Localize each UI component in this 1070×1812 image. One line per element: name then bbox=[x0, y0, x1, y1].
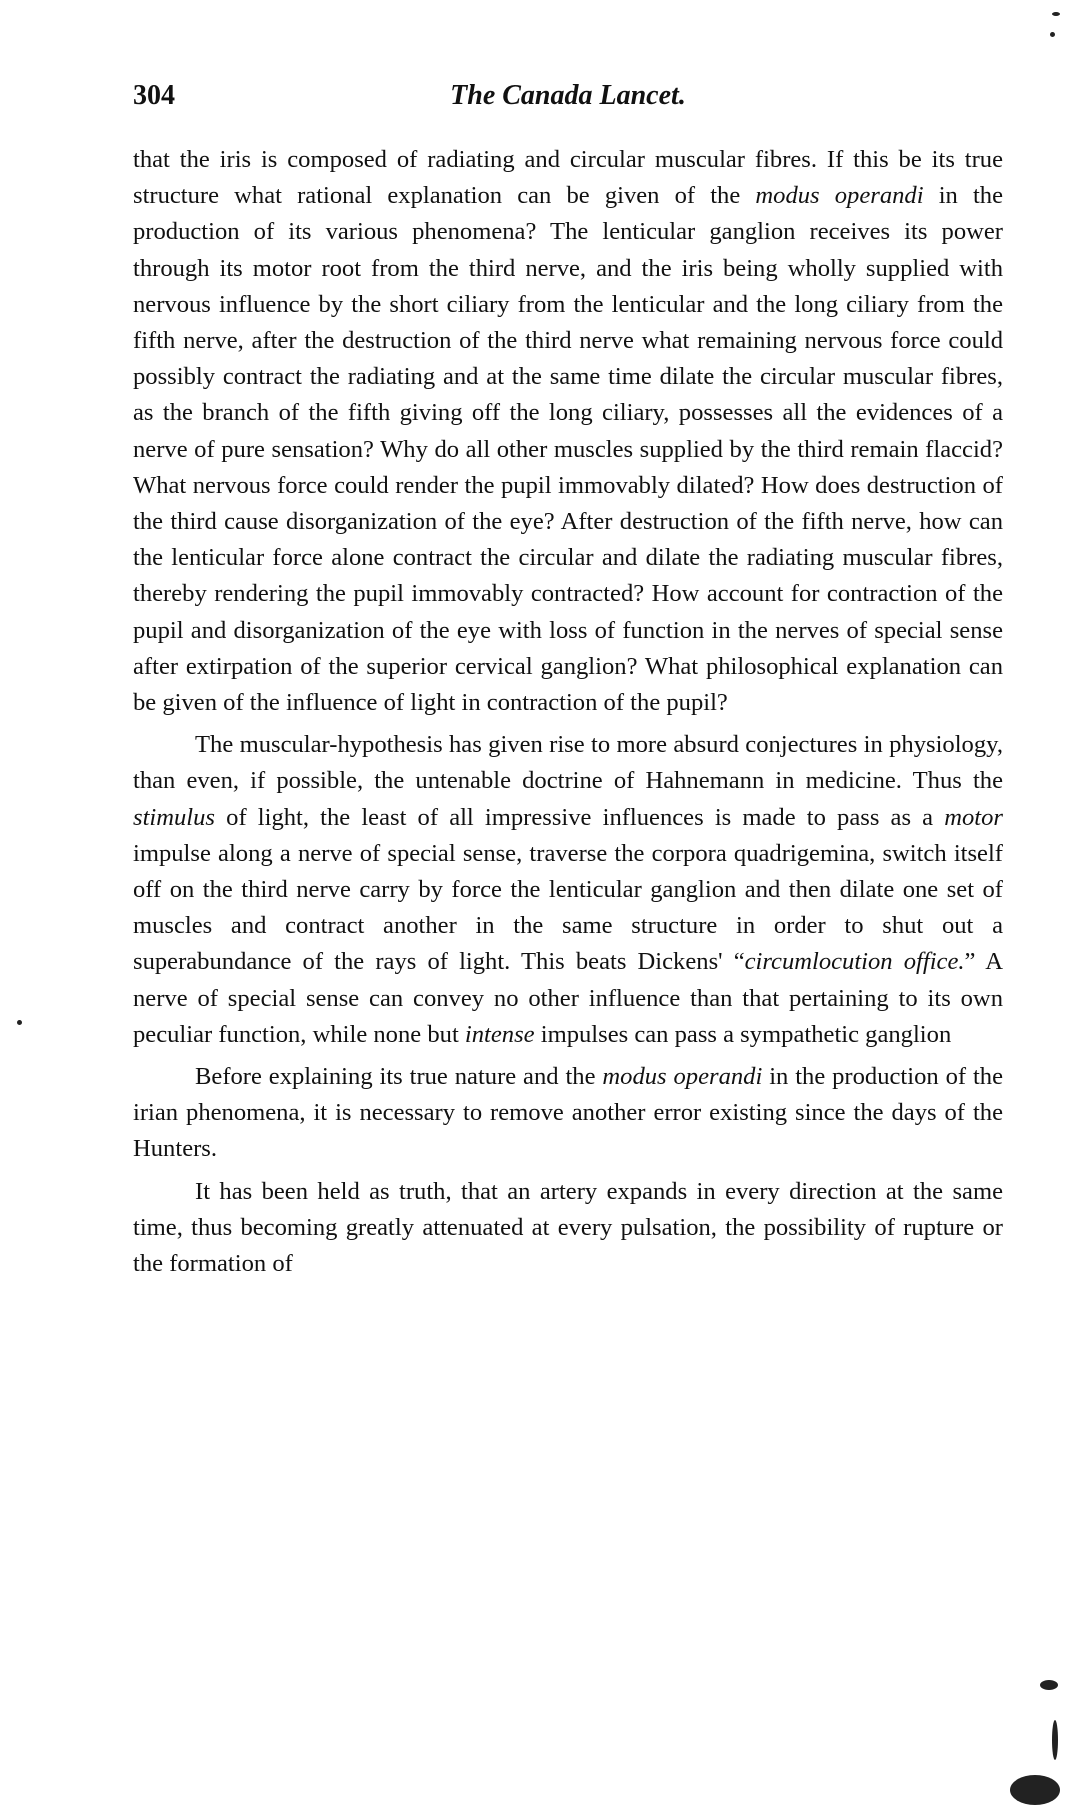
scan-speck bbox=[1040, 1680, 1058, 1690]
document-page bbox=[133, 80, 1003, 1282]
text-run: of light, the least of all impressive influences is made to pass as a bbox=[215, 803, 945, 831]
body-text bbox=[133, 142, 1003, 1282]
italic-text: circumlocution office. bbox=[744, 948, 965, 976]
scan-speck bbox=[1052, 1720, 1058, 1760]
scan-speck bbox=[1052, 12, 1060, 16]
italic-text: intense bbox=[464, 1020, 535, 1048]
text-run: Before explaining its true nature and the bbox=[195, 1063, 603, 1091]
text-run: that the iris is composed of radiating and circular muscular fibres. If this be its true structure what rational explanation can be given of the bbox=[133, 146, 1003, 210]
paragraph bbox=[133, 1059, 1003, 1168]
paragraph bbox=[133, 142, 1003, 721]
page-header bbox=[133, 80, 1003, 124]
scan-speck bbox=[1010, 1775, 1060, 1805]
text-run: It has been held as truth, that an artery expands in every direction at the same time, thus becoming greatly attenuated at every pulsation, the possibility of rupture or the formation of bbox=[133, 1177, 1003, 1278]
text-run: impulses can pass a sympathetic ganglion bbox=[534, 1020, 952, 1048]
scan-speck bbox=[1050, 32, 1055, 37]
scan-speck bbox=[17, 1020, 22, 1025]
paragraph bbox=[133, 1174, 1003, 1283]
running-title: The Canada Lancet. bbox=[450, 80, 686, 111]
paragraph bbox=[133, 727, 1003, 1053]
text-run: in the production of the irian phenomena, it is necessary to remove another error existing since the days of the Hunters. bbox=[133, 1063, 1003, 1163]
italic-text: modus operandi bbox=[602, 1063, 763, 1091]
page-number: 304 bbox=[133, 80, 175, 111]
italic-text: modus operandi bbox=[755, 182, 924, 210]
text-run: in the production of its various phenomena? The lenticular ganglion receives its power through its motor root from the third nerve, and the iris being wholly supplied with nervous influence by the short ciliary from the lenticular and the long ciliary from the fifth nerve, after the destruction of the third nerve what remaining nervous force could possibly contract the radiating and at the same time dilate the circular muscular fibres, as the branch of the fifth giving off the long ciliary, possesses all the evidences of a nerve of pure sensation? Why do all other muscles supplied by the third remain flaccid? What nervous force could render the pupil immovably dilated? How does destruction of the third cause disorganization of the eye? After destruction of the fifth nerve, how can the lenticular force alone contract the circular and dilate the radiating muscular fibres, thereby rendering the pupil immovably contracted? How account for contraction of the pupil and disorganization of the eye with loss of function in the nerves of special sense after extirpation of the superior cervical ganglion? What philosophical explanation can be given of the influence of light in contraction of the pupil? bbox=[133, 182, 1003, 717]
text-run: The muscular-hypothesis has given rise to more absurd conjectures in physiology, than even, if possible, the untenable doctrine of Hahnemann in medicine. Thus the bbox=[133, 731, 1003, 795]
text-run: impulse along a nerve of special sense, traverse the corpora quadrigemina, switch itself off on the third nerve carry by force the lenticular ganglion and then dilate one set of muscles and contract another in the same structure in order to shut out a superabundance of the rays of light. This beats Dickens' “ bbox=[133, 839, 1003, 976]
italic-text: stimulus bbox=[133, 803, 215, 831]
italic-text: motor bbox=[944, 803, 1003, 831]
text-run: ” A nerve of special sense can convey no other influence than that pertaining to its own peculiar function, while none but bbox=[133, 948, 1003, 1048]
